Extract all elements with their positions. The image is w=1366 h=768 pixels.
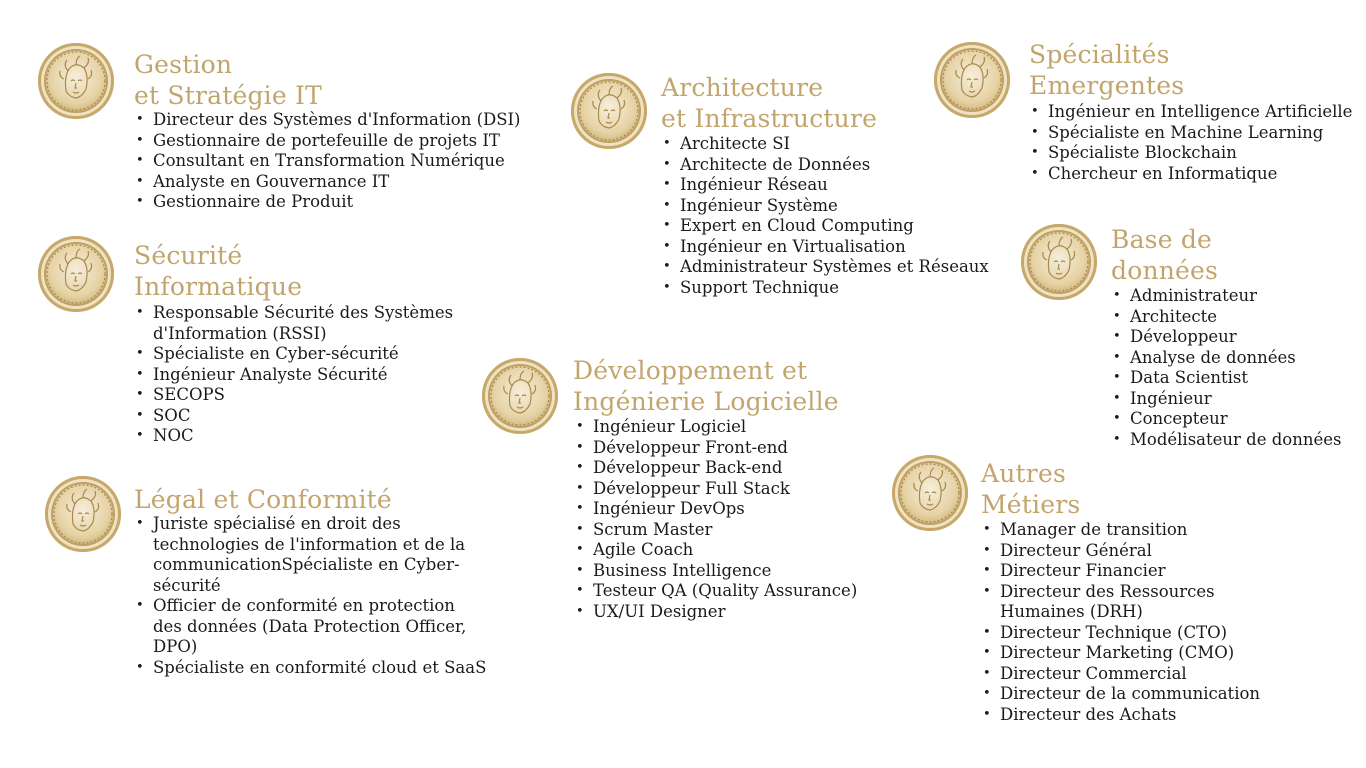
list-item: • Architecte SI [661,134,1006,155]
list-item: • Ingénieur [1111,389,1356,410]
greek-coin-head-icon [571,73,647,149]
greek-coin-head-icon [892,455,968,531]
list-item: • Business Intelligence [574,561,874,582]
greek-coin-head-icon [38,43,114,119]
job-list [134,303,464,447]
list-item: • Manager de transition [981,520,1246,541]
section-title: Développement et Ingénierie Logicielle [573,356,839,416]
list-item: • Officier de conformité en protection des données (Data Protection Officer, DPO) [134,596,479,658]
list-item: • Ingénieur Système [661,196,1006,217]
list-item: • Ingénieur DevOps [574,499,874,520]
list-item: • Concepteur [1111,409,1356,430]
list-item: • Administrateur [1111,286,1356,307]
list-item: • UX/UI Designer [574,602,874,623]
list-item: • Directeur Général [981,541,1246,562]
list-item: • Expert en Cloud Computing [661,216,1006,237]
list-item: • Spécialiste en Cyber-sécurité [134,344,464,365]
list-item: • SECOPS [134,385,464,406]
list-item: • Analyse de données [1111,348,1356,369]
section-title: Base de données [1111,225,1219,285]
greek-coin-head-icon [482,358,558,434]
list-item: • Scrum Master [574,520,874,541]
list-item: • Directeur des Ressources Humaines (DRH) [981,582,1246,623]
list-item: • Développeur Full Stack [574,479,874,500]
list-item: • Administrateur Systèmes et Réseaux [661,257,1006,278]
job-list [981,520,1261,725]
greek-coin-head-icon [45,476,121,552]
section-title: Spécialités Emergentes [1029,40,1185,100]
list-item: • Chercheur en Informatique [1029,164,1359,185]
list-item: • Architecte [1111,307,1356,328]
job-list [134,514,487,678]
list-item: • Directeur des Achats [981,705,1246,726]
list-item: • Architecte de Données [661,155,1006,176]
list-item: • Ingénieur Analyste Sécurité [134,365,464,386]
section-title: Architecture et Infrastructure [661,73,878,133]
list-item: • Juriste spécialisé en droit des technologies de l'information et de la communicationSpécialiste en Cyber-sécurité [134,514,479,596]
job-list [1029,102,1359,184]
section-title: Légal et Conformité [134,485,392,514]
list-item: • Ingénieur Logiciel [574,417,874,438]
job-list [1111,286,1356,450]
list-item: • Directeur Technique (CTO) [981,623,1246,644]
list-item: • Directeur des Systèmes d'Information (DSI) [134,110,534,131]
job-list [574,417,874,622]
list-item: • Ingénieur Réseau [661,175,1006,196]
list-item: • Directeur Financier [981,561,1246,582]
section-title: Sécurité Informatique [134,241,303,301]
list-item: • Directeur Marketing (CMO) [981,643,1246,664]
greek-coin-head-icon [38,236,114,312]
list-item: • Spécialiste en Machine Learning [1029,123,1359,144]
list-item: • Agile Coach [574,540,874,561]
greek-coin-head-icon [1021,224,1097,300]
list-item: • NOC [134,426,464,447]
list-item: • Spécialiste Blockchain [1029,143,1359,164]
list-item: • Gestionnaire de portefeuille de projets IT [134,131,534,152]
list-item: • Data Scientist [1111,368,1356,389]
list-item: • Développeur [1111,327,1356,348]
list-item: • SOC [134,406,464,427]
list-item: • Ingénieur en Virtualisation [661,237,1006,258]
list-item: • Spécialiste en conformité cloud et SaaS [134,658,479,679]
job-list [134,110,534,213]
list-item: • Responsable Sécurité des Systèmes d'Information (RSSI) [134,303,464,344]
greek-coin-head-icon [934,42,1010,118]
list-item: • Gestionnaire de Produit [134,192,534,213]
list-item: • Directeur Commercial [981,664,1246,685]
list-item: • Directeur de la communication [981,684,1246,705]
list-item: • Consultant en Transformation Numérique [134,151,534,172]
list-item: • Support Technique [661,278,1006,299]
job-list [661,134,1006,298]
section-title: Gestion et Stratégie IT [134,50,322,110]
list-item: • Développeur Front-end [574,438,874,459]
list-item: • Modélisateur de données [1111,430,1356,451]
list-item: • Analyste en Gouvernance IT [134,172,534,193]
section-title: Autres Métiers [981,459,1081,519]
list-item: • Ingénieur en Intelligence Artificielle [1029,102,1359,123]
list-item: • Développeur Back-end [574,458,874,479]
list-item: • Testeur QA (Quality Assurance) [574,581,874,602]
